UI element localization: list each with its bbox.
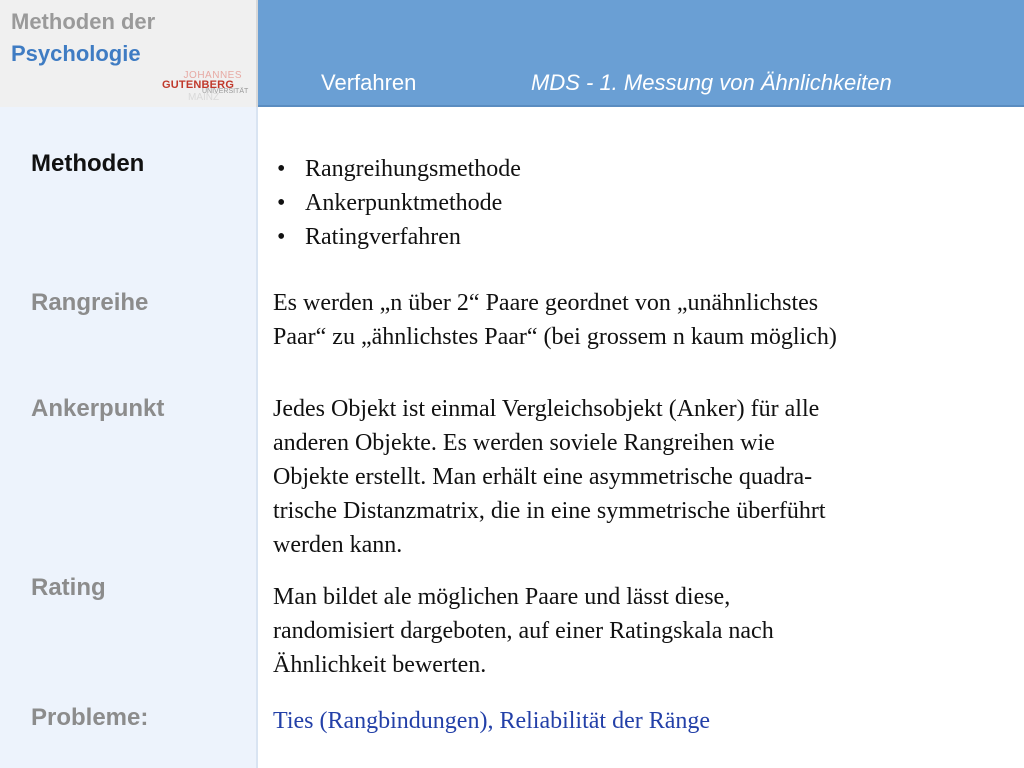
- university-logo-bottom: MAINZ: [188, 92, 220, 103]
- rating-text: [273, 580, 774, 682]
- label-ankerpunkt: Ankerpunkt: [31, 395, 165, 422]
- label-rating: Rating: [31, 574, 106, 601]
- label-rangreihe: Rangreihe: [31, 289, 149, 316]
- section-title: Verfahren: [321, 70, 417, 95]
- text-line: werden kann.: [273, 532, 403, 558]
- label-probleme: Probleme:: [31, 704, 149, 731]
- text-line: Man bildet ale möglichen Paare und lässt diese,: [273, 584, 731, 610]
- university-logo: [160, 70, 252, 104]
- logo-title-line1: Methoden der: [11, 9, 156, 34]
- logo-title-line2: Psychologie: [11, 41, 141, 66]
- university-logo-top: JOHANNES: [183, 70, 242, 81]
- university-logo-name: GUTENBERG: [162, 79, 235, 91]
- ankerpunkt-text: [273, 392, 826, 562]
- label-methoden: Methoden: [31, 150, 145, 177]
- text-line: Paar“ zu „ähnlichstes Paar“ (bei grossem n kaum möglich): [273, 324, 837, 350]
- text-line: anderen Objekte. Es werden soviele Rangreihen wie: [273, 430, 775, 456]
- method-item: • Ankerpunktmethode: [273, 186, 521, 220]
- header-bar: [258, 0, 1024, 107]
- rangreihe-text: [273, 286, 837, 354]
- topic-title: MDS - 1. Messung von Ähnlichkeiten: [531, 70, 892, 95]
- text-line: Es werden „n über 2“ Paare geordnet von „unähnlichstes: [273, 290, 819, 316]
- sidebar: [0, 107, 258, 768]
- method-item: • Ratingverfahren: [273, 220, 521, 254]
- text-line: Jedes Objekt ist einmal Vergleichsobjekt (Anker) für alle: [273, 396, 820, 422]
- method-item: • Rangreihungsmethode: [273, 152, 521, 186]
- university-logo-side: UNIVERSITÄT: [202, 88, 249, 95]
- text-line: trische Distanzmatrix, die in eine symmetrische überführt: [273, 498, 826, 524]
- text-line: randomisiert dargeboten, auf einer Ratingskala nach: [273, 618, 774, 644]
- probleme-text: Ties (Rangbindungen), Reliabilität der Ränge: [273, 708, 711, 734]
- course-logo: [0, 0, 258, 107]
- text-line: Ähnlichkeit bewerten.: [273, 652, 487, 678]
- methods-list: [273, 152, 521, 254]
- text-line: Objekte erstellt. Man erhält eine asymmetrische quadra-: [273, 464, 813, 490]
